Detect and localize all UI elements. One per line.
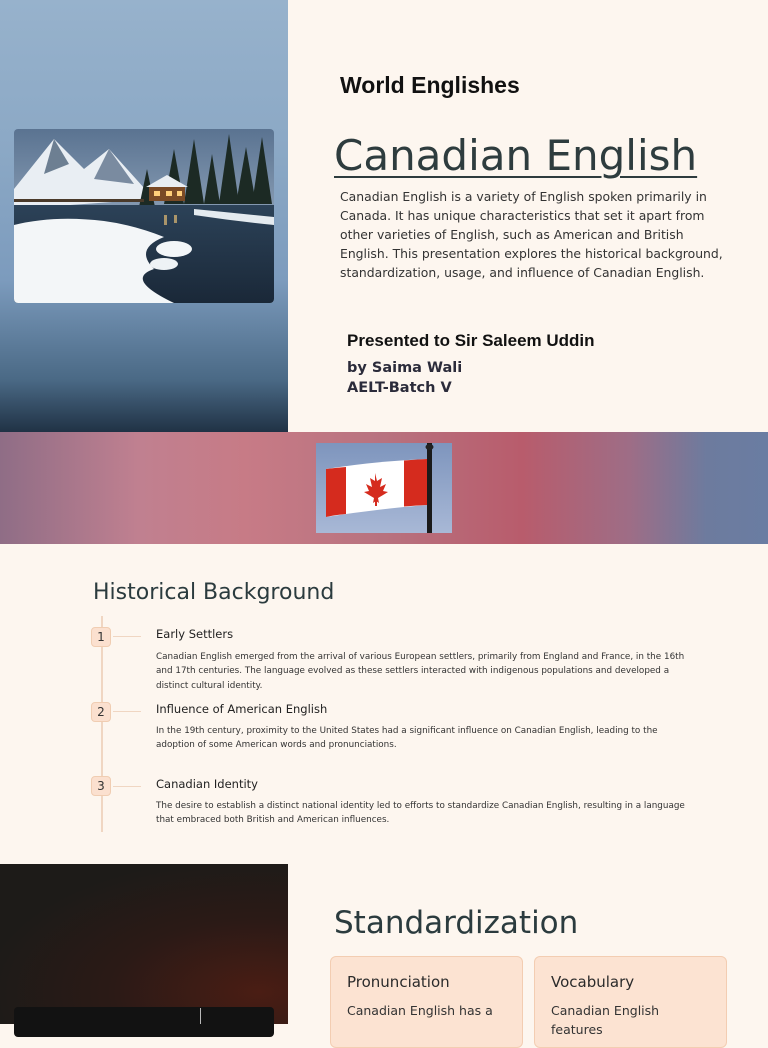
timeline-connector — [113, 636, 141, 637]
timeline-body-3: The desire to establish a distinct national identity led to efforts to standardize Canadian English, resulting in a language that embraced both British and American influences. — [156, 801, 685, 826]
author-batch: AELT-Batch V — [347, 380, 452, 396]
card-body: Canadian English has a — [347, 1003, 493, 1018]
timeline-connector — [113, 711, 141, 712]
collins-dictionary-photo — [14, 1007, 274, 1037]
timeline-title-1: Early Settlers — [156, 627, 234, 641]
card-vocabulary — [534, 956, 727, 1048]
timeline-title-2: Influence of American English — [156, 702, 328, 716]
author-name: by Saima Wali — [347, 360, 463, 376]
history-heading: Historical Background — [93, 580, 335, 605]
timeline-connector — [113, 786, 141, 787]
timeline-number-3: 3 — [91, 776, 111, 796]
card-pronunciation — [330, 956, 523, 1048]
presented-to: Presented to Sir Saleem Uddin — [347, 331, 595, 350]
timeline-number-1: 1 — [91, 627, 111, 647]
collins-divider — [200, 1008, 201, 1024]
timeline-body-2: In the 19th century, proximity to the United States had a significant influence on Canadian English, leading to the adoption of some American words and pronunciations. — [156, 726, 658, 751]
deck-kicker: World Englishes — [340, 72, 520, 98]
snowy-lake-cabin-photo — [14, 129, 274, 303]
page-title: Canadian English — [334, 131, 698, 180]
author-block — [347, 358, 462, 398]
card-title: Pronunciation — [347, 973, 450, 991]
intro-paragraph: Canadian English is a variety of English spoken primarily in Canada. It has unique characteristics that set it apart from other varieties of English, such as American and British English. This presentation explores the historical background, standardization, usage, and influence of Canadian English. — [340, 189, 723, 280]
card-title: Vocabulary — [551, 973, 635, 991]
canadian-flag-photo — [316, 443, 452, 533]
standardization-heading: Standardization — [334, 905, 579, 941]
timeline-number-2: 2 — [91, 702, 111, 722]
timeline-body-1: Canadian English emerged from the arrival of various European settlers, primarily from England and France, in the 16th and 17th centuries. The language evolved as these settlers interacted with indigenous populations and developed a distinct cultural identity. — [156, 652, 685, 691]
standardization-image-panel — [0, 864, 288, 1024]
timeline-line — [101, 616, 103, 832]
timeline-title-3: Canadian Identity — [156, 777, 258, 791]
card-body: Canadian English features — [551, 1003, 660, 1037]
